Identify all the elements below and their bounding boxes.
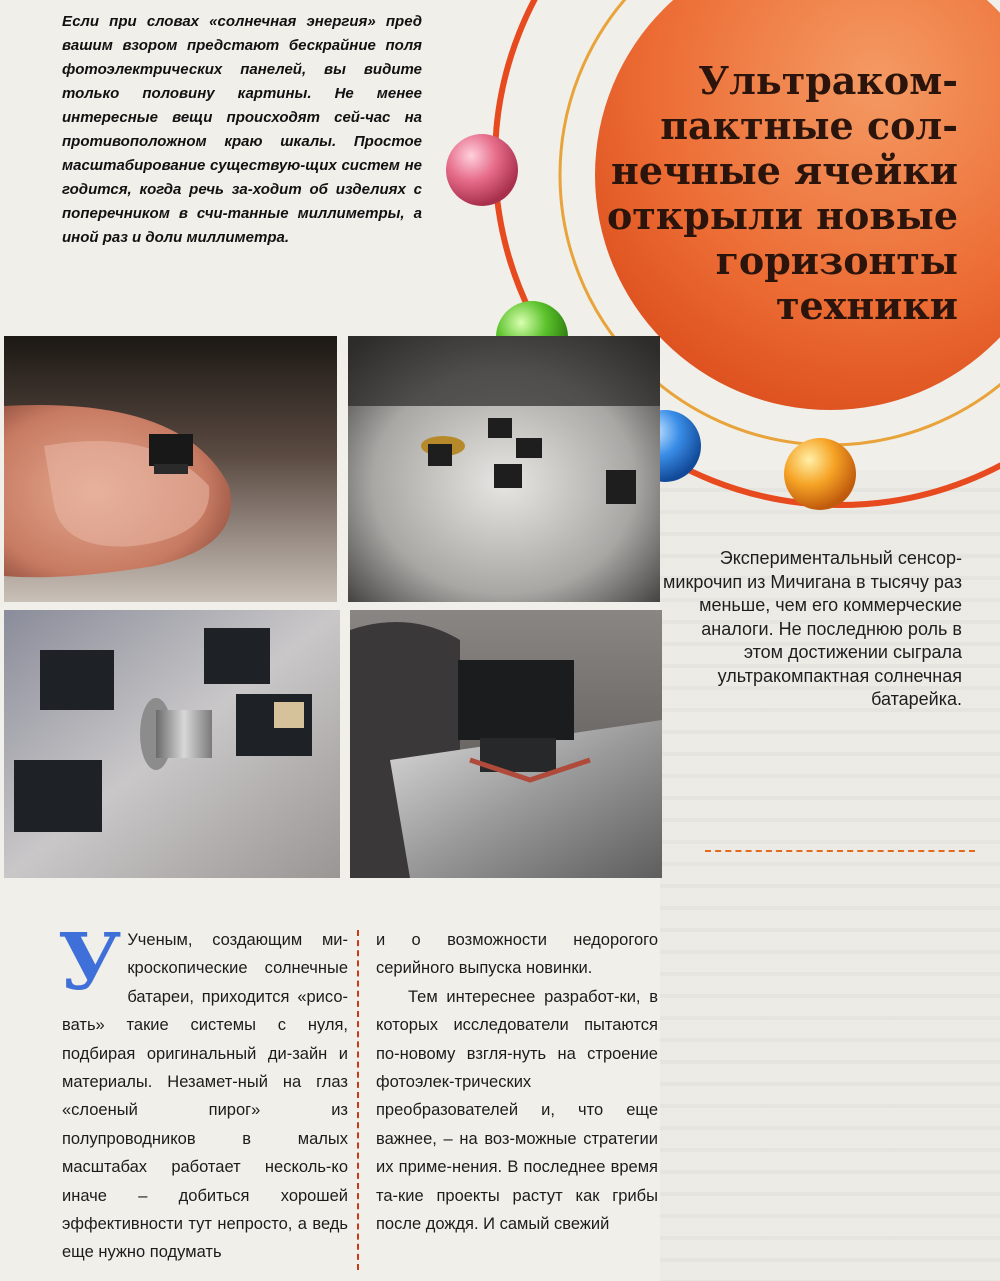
drop-cap: У [58,917,122,1008]
article-title: Ультраком-пактные сол-нечные ячейки открыли новые горизонты техники [606,58,958,328]
photo-chip-on-usb [350,610,662,878]
caption-divider [705,850,975,855]
photo-chips-with-screw [4,610,340,878]
intro-text: Если при словах «солнечная энергия» пред вашим взором предстают бескрайние поля фотоэлектрических панелей, вы видите только половину картины. Не менее интересные вещи происходят сей-час на противоположном краю шкалы. Простое масштабирование существую-щих систем не годится, когда речь за-ходит об изделиях с поперечником в счи-танные миллиметры, а иной раз и доли миллиметра. [62,13,422,246]
body-paragraph-3: Тем интереснее разработ-ки, в которых исследователи пытаются по-новому взгля-нуть на строение фотоэлек-трических преобразователей и, что еще важнее, – на воз-можные стратегии их приме-нения. В последнее время та-кие проекты растут как грибы после дождя. И самый свежий [376,987,658,1234]
body-paragraph-1: Ученым, создающим ми-кроскопические солнечные батареи, приходится «рисо-вать» такие системы с нуля, подбирая оригинальный ди-зайн и материалы. Незамет-ный на глаз «слоеный пирог» из полупроводников в малых масштабах работает несколь-ко иначе – добиться хорошей эффективности тут непросто, а ведь еще нужно подумать [62,931,348,1262]
pink-ball [446,134,518,206]
body-column-1 [58,917,348,1267]
body-paragraph-2: и о возможности недорогого серийного выпуска новинки. [376,931,658,978]
photo-caption: Экспериментальный сенсор-микрочип из Мичигана в тысячу раз меньше, чем его коммерческие аналоги. Не последнюю роль в этом достижении сыграла ультракомпактная солнечная батарейка. [663,548,962,709]
body-column-2 [376,926,658,1238]
photo-chip-on-fingertip [4,336,337,602]
orange-ball [784,438,856,510]
photo-chips-on-table [348,336,660,602]
column-divider [357,930,359,1270]
